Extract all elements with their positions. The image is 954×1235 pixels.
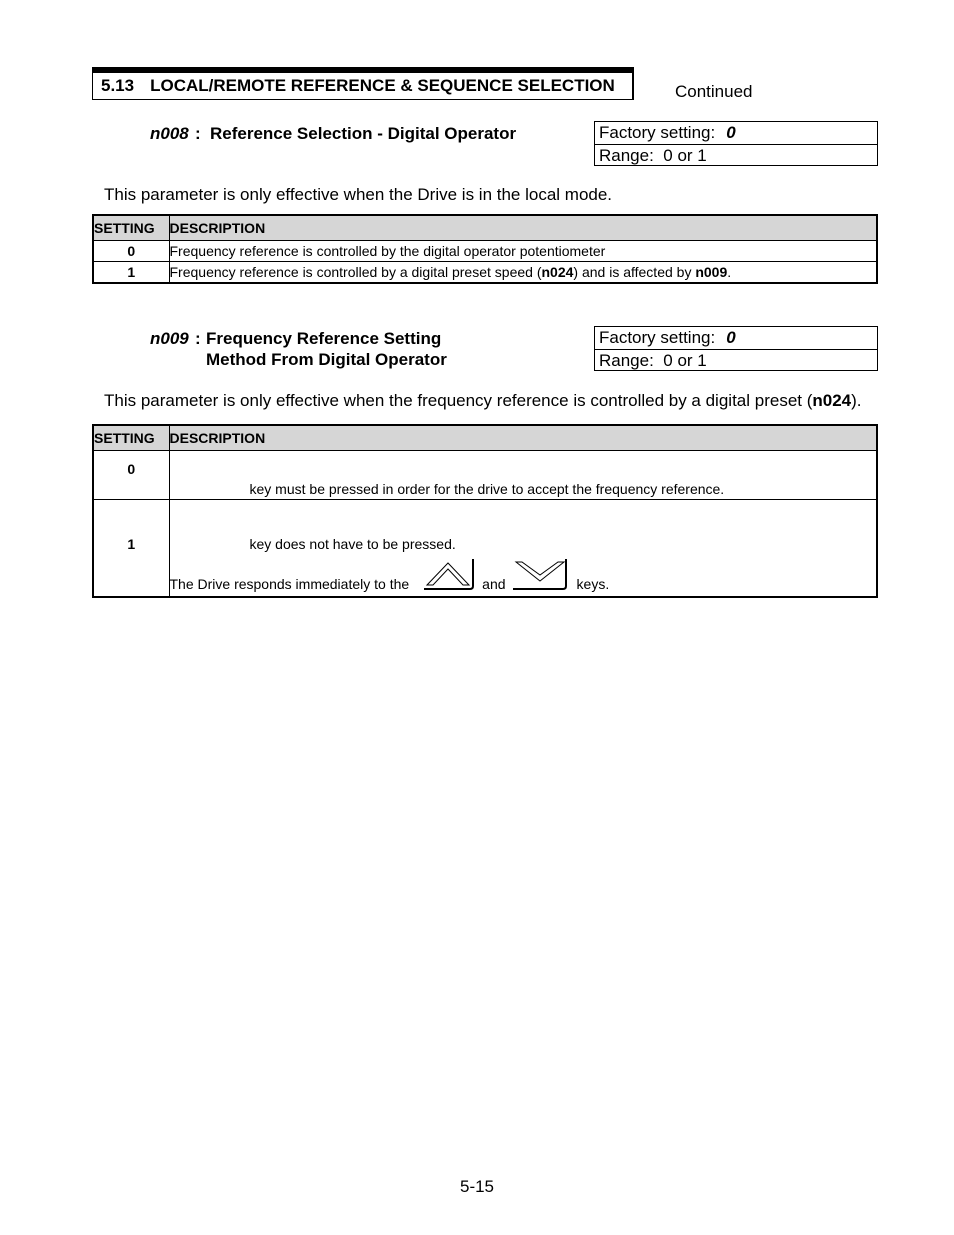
param-reference: n024 <box>812 391 852 410</box>
description-cell <box>169 450 877 499</box>
factory-setting-box-n009 <box>594 326 878 371</box>
table-row <box>93 240 877 261</box>
section-number: 5.13 <box>101 76 135 95</box>
description-column-header: DESCRIPTION <box>169 425 877 450</box>
param-code-n008: n008 <box>150 124 189 143</box>
key-response-line <box>170 556 877 592</box>
param-separator-n008: : <box>195 124 201 143</box>
table-header-row <box>93 425 877 450</box>
setting-column-header: SETTING <box>93 425 169 450</box>
factory-setting-box-n008 <box>594 121 878 166</box>
param-intro-n008: This parameter is only effective when the Drive is in the local mode. <box>104 185 613 204</box>
description-cell <box>169 261 877 283</box>
factory-setting-value: 0 <box>726 328 736 347</box>
param-separator-n009: : <box>195 329 201 348</box>
up-arrow-key-icon <box>423 558 475 592</box>
description-text: The Drive responds immediately to the <box>169 575 410 592</box>
description-text: ) and is affected by <box>573 263 696 280</box>
table-row <box>93 261 877 283</box>
setting-cell: 0 <box>93 450 169 499</box>
factory-setting-row <box>595 327 877 350</box>
table-header-row <box>93 215 877 240</box>
table-row <box>93 499 877 597</box>
param-title-line-1-n009: Frequency Reference Setting <box>206 329 442 348</box>
setting-cell: 1 <box>93 499 169 597</box>
factory-setting-row <box>595 122 877 145</box>
param-code-n009: n009 <box>150 329 189 348</box>
description-text: Frequency reference is controlled by a digital preset speed ( <box>169 263 542 280</box>
param-intro-n009 <box>104 391 862 411</box>
param-title-n008: Reference Selection - Digital Operator <box>210 124 517 143</box>
settings-table-n008 <box>92 214 878 284</box>
description-text: and <box>482 575 506 592</box>
description-text: Frequency reference is controlled by the digital operator potentiometer <box>169 242 606 259</box>
description-text: . <box>727 263 732 280</box>
factory-setting-label: Factory setting: <box>599 328 716 347</box>
intro-text: ). <box>851 391 862 410</box>
param-title-line-2-n009: Method From Digital Operator <box>206 350 447 369</box>
description-cell <box>169 499 877 597</box>
description-cell <box>169 240 877 261</box>
setting-cell: 1 <box>93 261 169 283</box>
page-number: 5-15 <box>459 1177 495 1196</box>
factory-setting-value: 0 <box>726 123 736 142</box>
section-title: LOCAL/REMOTE REFERENCE & SEQUENCE SELECTION <box>150 76 615 95</box>
param-reference: n024 <box>541 263 574 280</box>
description-text: key must be pressed in order for the drive to accept the frequency reference. <box>249 480 725 497</box>
param-reference: n009 <box>695 263 728 280</box>
table-row <box>93 450 877 499</box>
range-row: Range: 0 or 1 <box>599 351 707 370</box>
down-arrow-key-icon <box>512 558 568 592</box>
description-column-header: DESCRIPTION <box>169 215 877 240</box>
description-text: key does not have to be pressed. <box>249 535 456 552</box>
section-header <box>92 67 634 100</box>
factory-setting-label: Factory setting: <box>599 123 716 142</box>
setting-cell: 0 <box>93 240 169 261</box>
range-row: Range: 0 or 1 <box>599 146 707 165</box>
intro-text: This parameter is only effective when the frequency reference is controlled by a digital preset ( <box>104 391 813 410</box>
setting-column-header: SETTING <box>93 215 169 240</box>
continued-label: Continued <box>675 82 753 101</box>
description-text: keys. <box>576 575 610 592</box>
settings-table-n009 <box>92 424 878 598</box>
